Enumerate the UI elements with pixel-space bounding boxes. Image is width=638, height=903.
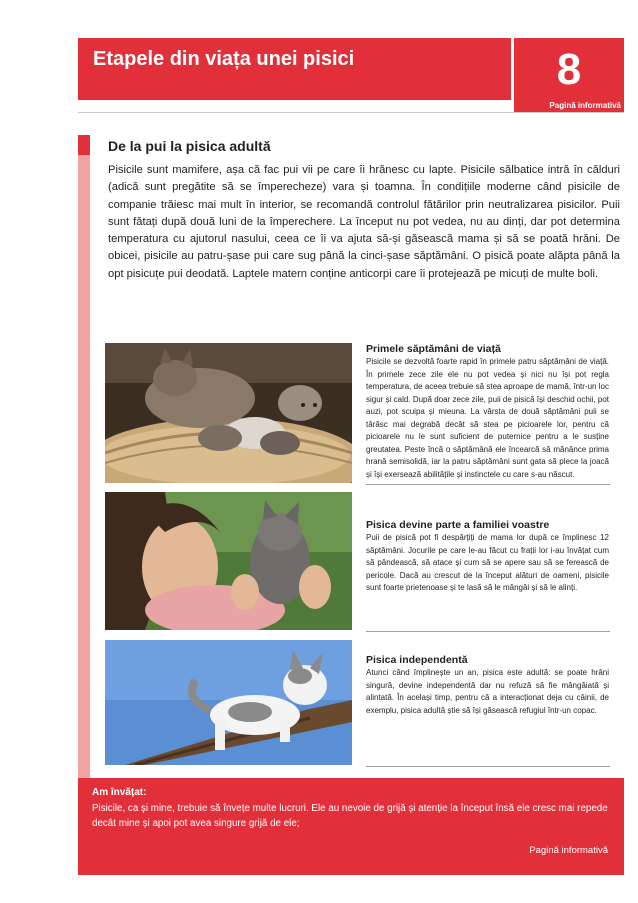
info-tab-label: Pagină informativă bbox=[514, 100, 624, 112]
section-text-independent: Atunci când împlinește un an, pisica este adultă: se poate hrăni singură, devine independentă dar nu refuză să fie mângâiată și alintată. În același timp, pentru că a interacționat deja cu câinii, de exemplu, pisica adultă știe să își găsească refugiul într-un copac. bbox=[366, 668, 609, 715]
section-divider bbox=[366, 484, 610, 485]
intro-paragraph: Pisicile sunt mamifere, așa că fac pui vii pe care îi hrănesc cu lapte. Pisicile sălbatice intră în călduri (adică sunt pregătite să se împerecheze) vara și toamna. În condițiile moderne când pisicile de companie trăiesc mai mult în interior, se recomandă controlul fătărilor prin neutralizarea pisicilor. Puii sunt fătați după două luni de la împerechere. La început nu pot vedea, nu au dinți, dar pot determina temperatura cu ajutorul nasului, ceea ce îi va ajuta să-și găsească mama și să se poată hrăni. De obicei, pisicile au patru-șase pui care sug până la cinci-șase săptămâni. O pisică poate alăpta până la opt pisicuțe pui deodată. Laptele matern conține anticorpi care îi protejează pe micuți de multe boli. bbox=[108, 164, 620, 280]
header-divider bbox=[78, 112, 624, 113]
section-title-first-weeks: Primele săptămâni de viață bbox=[366, 343, 501, 355]
left-decorative-strip bbox=[78, 135, 90, 875]
section-title-independent: Pisica independentă bbox=[366, 654, 468, 666]
cat-on-branch-photo bbox=[105, 640, 352, 765]
section-title-family: Pisica devine parte a familiei voastre bbox=[366, 519, 550, 531]
page-title: Etapele din viața unei pisici bbox=[93, 48, 355, 70]
section-divider bbox=[366, 766, 610, 767]
section-divider bbox=[366, 631, 610, 632]
intro-title: De la pui la pisica adultă bbox=[108, 138, 271, 154]
section-text-family: Puii de pisică pot fi despărțiți de mama lor după ce împlinesc 12 săptămâni. Jocurile pe care le-au făcut cu frații lor i-au învățat cum să pândească, să atace și cum să se apere sau să se ferească de pericole. Dacă au crescut de la început alături de oameni, pisicile sunt foarte prietenoase și te lasă să le mângâi și să le alinți. bbox=[366, 533, 609, 592]
kittens-in-basket-photo bbox=[105, 343, 352, 483]
page-number: 8 bbox=[556, 45, 582, 94]
footer-label: Pagină informativă bbox=[529, 845, 608, 856]
learned-text: Pisicile, ca și mine, trebuie să învețe multe lucruri. Ele au nevoie de grijă și atenție la început însă ele cresc mai repede decât mine și apoi pot avea singure grijă de ele; bbox=[92, 803, 608, 829]
section-text-first-weeks: Pisicile se dezvoltă foarte rapid în primele patru săptămâni de viață. În primele zece zile ele nu pot vedea și nici nu își pot regla temperatura, de aceea trebuie să stea aproape de mamă, într-un loc sigur și cald. După doar zece zile, puii de pisică își deschid ochii, pot auzi, pot scuipa și mieuna. La vârsta de două săptămâni puii se târăsc mai degrabă decât să stea pe picioarele lor, pentru că picioarele nu le sunt suficient de puternice pentru a le susține greutatea. Peste încă o săptămână ele încearcă să mănânce prima hrană semisolidă, iar la patru săptămâni sunt gata să plece la joacă și își exersează abilitățile și instinctele cu care s-au născut. bbox=[366, 357, 609, 479]
girl-holding-kitten-photo bbox=[105, 492, 352, 630]
learned-title: Am învățat: bbox=[92, 787, 147, 798]
left-strip-accent bbox=[78, 135, 90, 155]
